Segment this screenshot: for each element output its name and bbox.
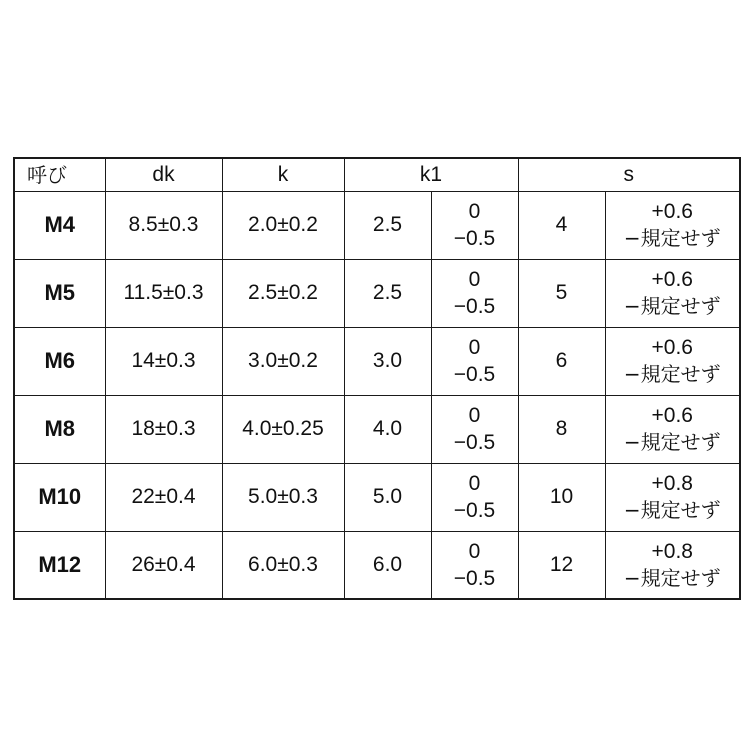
k1-tol-lower: −0.5 — [453, 295, 496, 318]
table-row — [14, 191, 740, 259]
nominal-size-cell: M12 — [14, 531, 105, 599]
k1-tol-upper: 0 — [468, 268, 481, 291]
table-row — [14, 259, 740, 327]
s-tol-upper: +0.6 — [651, 404, 693, 427]
s-tol-upper: +0.6 — [651, 268, 693, 291]
s-tol-lower: −規定せず — [623, 430, 721, 454]
dk-cell: 14±0.3 — [105, 327, 222, 395]
k1-tol-lower: −0.5 — [453, 499, 496, 522]
nominal-size-cell: M4 — [14, 191, 105, 259]
k1-value-cell: 2.5 — [344, 191, 431, 259]
s-tol-upper: +0.8 — [651, 539, 693, 563]
k-cell: 2.0±0.2 — [222, 191, 344, 259]
k1-tolerance-cell — [431, 327, 518, 395]
k1-value-cell: 2.5 — [344, 259, 431, 327]
s-tol-upper: +0.6 — [651, 200, 693, 223]
k1-tol-lower: −0.5 — [453, 431, 496, 454]
s-value-cell: 5 — [518, 259, 605, 327]
header-s: s — [518, 158, 740, 191]
k1-tol-upper: 0 — [468, 539, 481, 563]
s-value-cell: 6 — [518, 327, 605, 395]
s-tol-lower: −規定せず — [623, 226, 721, 250]
dk-cell: 11.5±0.3 — [105, 259, 222, 327]
s-tol-lower: −規定せず — [623, 294, 721, 318]
k-cell: 6.0±0.3 — [222, 531, 344, 599]
s-tol-upper: +0.6 — [651, 336, 693, 359]
k1-value-cell: 3.0 — [344, 327, 431, 395]
s-value-cell: 10 — [518, 463, 605, 531]
nominal-size-cell: M10 — [14, 463, 105, 531]
k1-tol-upper: 0 — [468, 200, 481, 223]
k1-tolerance-cell — [431, 395, 518, 463]
table-row — [14, 531, 740, 599]
k1-tol-upper: 0 — [468, 472, 481, 495]
dk-cell: 18±0.3 — [105, 395, 222, 463]
s-tol-lower: −規定せず — [623, 362, 721, 386]
k-cell: 5.0±0.3 — [222, 463, 344, 531]
k1-value-cell: 4.0 — [344, 395, 431, 463]
k1-tol-upper: 0 — [468, 336, 481, 359]
header-nominal-size: 呼び — [14, 158, 105, 191]
dimension-table — [13, 157, 741, 600]
s-tol-upper: +0.8 — [651, 472, 693, 495]
s-tolerance-cell — [605, 463, 740, 531]
k-cell: 3.0±0.2 — [222, 327, 344, 395]
k1-tol-lower: −0.5 — [453, 227, 496, 250]
k1-tol-upper: 0 — [468, 404, 481, 427]
k1-tolerance-cell — [431, 531, 518, 599]
nominal-size-cell: M6 — [14, 327, 105, 395]
s-tolerance-cell — [605, 327, 740, 395]
table-row — [14, 463, 740, 531]
s-tolerance-cell — [605, 191, 740, 259]
s-tolerance-cell — [605, 531, 740, 599]
k1-tolerance-cell — [431, 259, 518, 327]
dk-cell: 22±0.4 — [105, 463, 222, 531]
header-k1: k1 — [344, 158, 518, 191]
dk-cell: 8.5±0.3 — [105, 191, 222, 259]
s-tolerance-cell — [605, 259, 740, 327]
k1-value-cell: 5.0 — [344, 463, 431, 531]
k1-tolerance-cell — [431, 191, 518, 259]
header-row — [14, 158, 740, 191]
k-cell: 4.0±0.25 — [222, 395, 344, 463]
table-row — [14, 395, 740, 463]
header-dk: dk — [105, 158, 222, 191]
k-cell: 2.5±0.2 — [222, 259, 344, 327]
s-tolerance-cell — [605, 395, 740, 463]
s-value-cell: 4 — [518, 191, 605, 259]
k1-value-cell: 6.0 — [344, 531, 431, 599]
nominal-size-cell: M5 — [14, 259, 105, 327]
nominal-size-cell: M8 — [14, 395, 105, 463]
k1-tol-lower: −0.5 — [453, 363, 496, 386]
header-k: k — [222, 158, 344, 191]
dk-cell: 26±0.4 — [105, 531, 222, 599]
s-value-cell: 12 — [518, 531, 605, 599]
s-tol-lower: −規定せず — [623, 565, 721, 590]
s-value-cell: 8 — [518, 395, 605, 463]
k1-tolerance-cell — [431, 463, 518, 531]
s-tol-lower: −規定せず — [623, 498, 721, 522]
table-row — [14, 327, 740, 395]
k1-tol-lower: −0.5 — [453, 566, 496, 590]
